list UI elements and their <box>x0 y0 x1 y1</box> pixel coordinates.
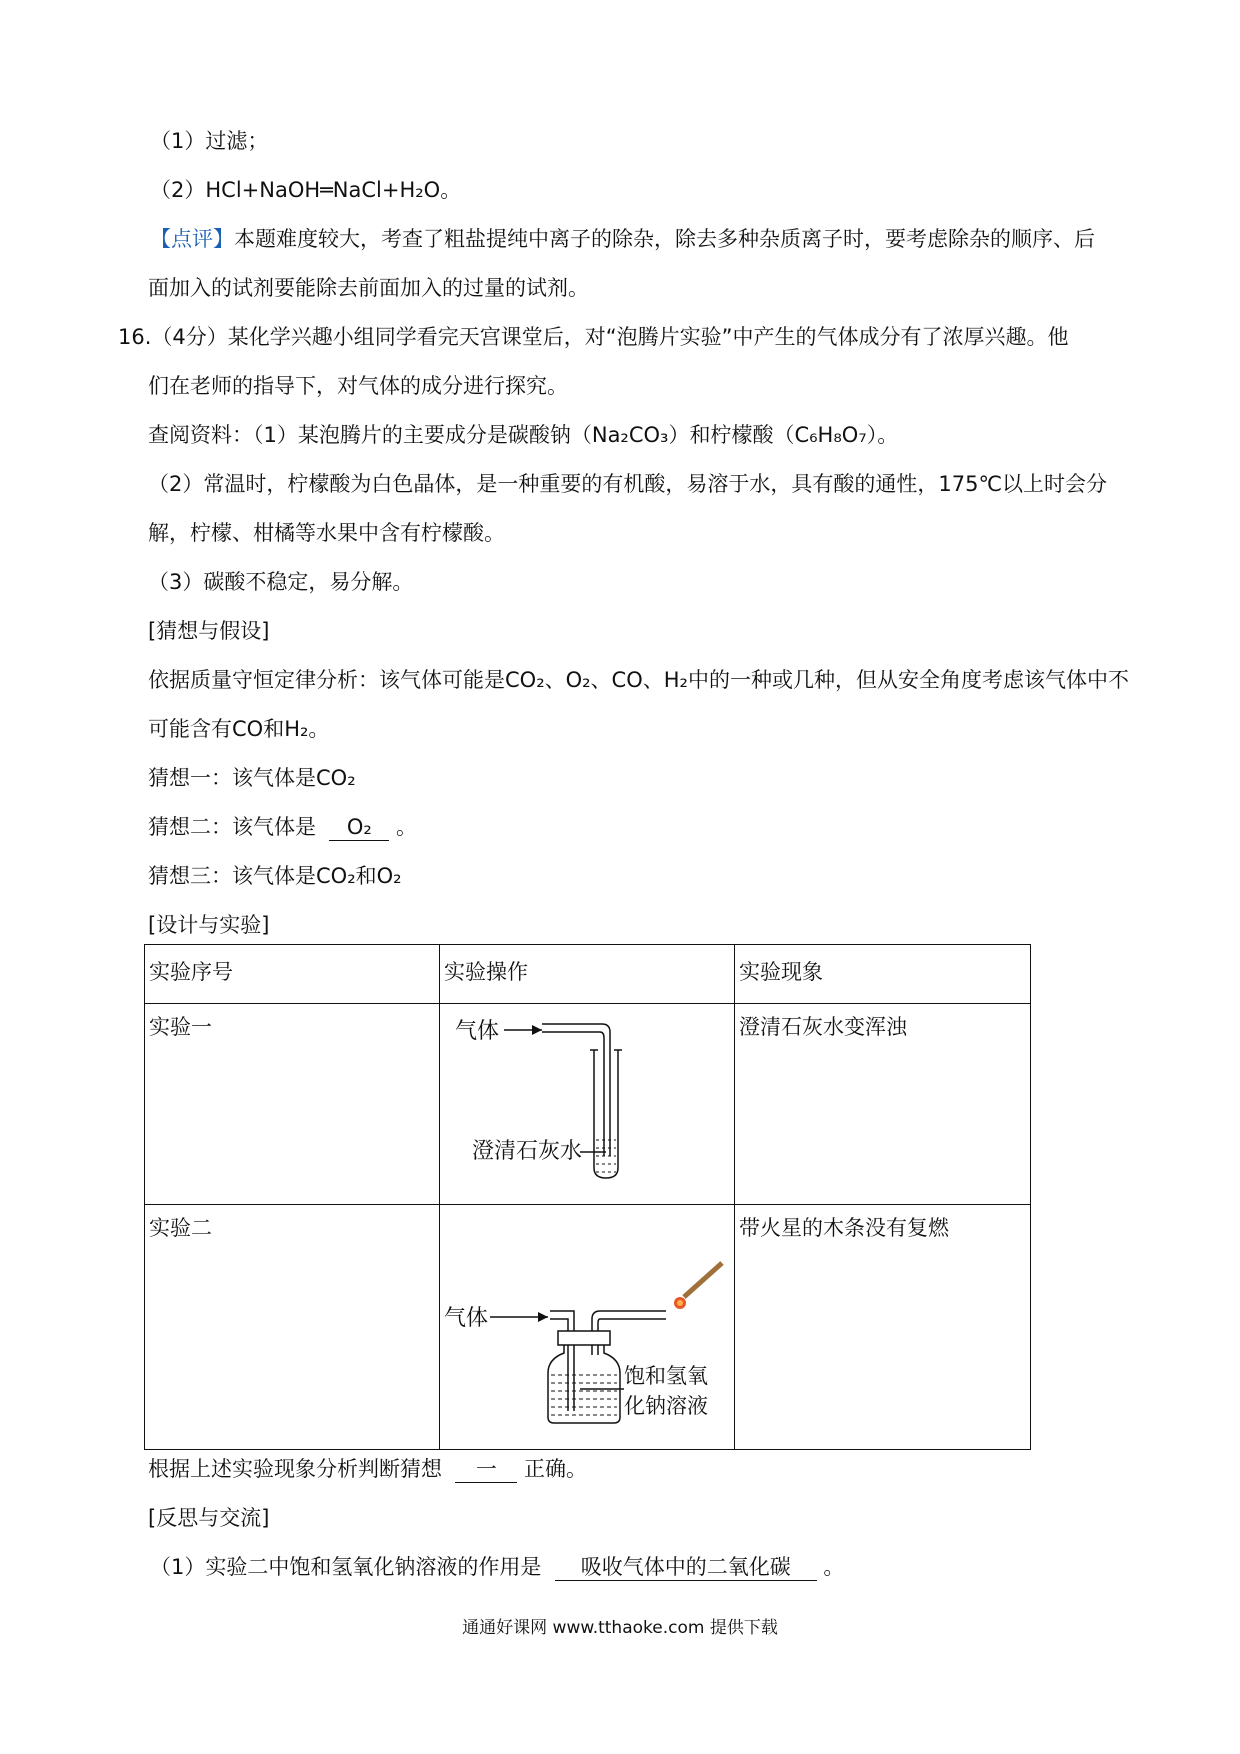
table-row <box>145 1205 1031 1450</box>
experiment-table <box>144 944 1031 1450</box>
gas-label-1: 气体 <box>455 1019 500 1044</box>
guess-1: 猜想一：该气体是CO₂ <box>148 766 356 790</box>
comment-line-1 <box>150 224 1095 254</box>
reflection-1-answer: 吸收气体中的二氧化碳 <box>555 1554 817 1581</box>
gas-wash-bottle-apparatus <box>440 1207 730 1433</box>
conclusion-answer: 一 <box>455 1456 517 1483</box>
question-16-title: 16.（4分）某化学兴趣小组同学看完天宫课堂后，对“泡腾片实验”中产生的气体成分有了浓厚兴趣。他 <box>118 325 1069 349</box>
header-phenomenon: 实验现象 <box>735 945 1031 1004</box>
row1-phenomenon: 澄清石灰水变浑浊 <box>735 1004 1031 1205</box>
comment-tag: 【点评】 <box>150 227 234 251</box>
naoh-label-2: 化钠溶液 <box>624 1394 708 1418</box>
header-operation: 实验操作 <box>440 945 735 1004</box>
reflection-1-end: 。 <box>823 1555 845 1579</box>
hypothesis-analysis-cont: 可能含有CO和H₂。 <box>148 717 330 741</box>
conclusion-label: 根据上述实验现象分析判断猜想 <box>148 1457 442 1481</box>
guess-2 <box>148 812 417 842</box>
answer-1: （1）过滤； <box>150 129 269 153</box>
reflection-1-label: （1）实验二中饱和氢氧化钠溶液的作用是 <box>150 1555 542 1579</box>
row2-phenomenon: 带火星的木条没有复燃 <box>735 1205 1031 1450</box>
test-tube-apparatus <box>442 1006 727 1186</box>
conclusion-end: 正确。 <box>524 1457 588 1481</box>
table-header-row <box>145 945 1031 1004</box>
section-reflection: [反思与交流] <box>148 1506 270 1530</box>
guess-2-end: 。 <box>396 815 418 839</box>
conclusion <box>148 1454 587 1484</box>
row1-figure <box>440 1004 735 1205</box>
guess-2-label: 猜想二：该气体是 <box>148 815 316 839</box>
comment-text: 本题难度较大，考查了粗盐提纯中离子的除杂，除去多种杂质离子时，要考虑除杂的顺序、后 <box>234 227 1095 251</box>
reflection-1 <box>150 1552 844 1582</box>
section-hypothesis: [猜想与假设] <box>148 619 270 643</box>
guess-2-answer: O₂ <box>329 814 389 841</box>
section-design: [设计与实验] <box>148 913 270 937</box>
hypothesis-analysis: 依据质量守恒定律分析：该气体可能是CO₂、O₂、CO、H₂中的一种或几种，但从安全角度考虑该气体中不 <box>148 668 1129 692</box>
row2-figure <box>440 1205 735 1450</box>
answer-2: （2）HCl+NaOH═NaCl+H₂O。 <box>150 178 462 202</box>
question-16-line-2: 们在老师的指导下，对气体的成分进行探究。 <box>148 374 568 398</box>
row2-id: 实验二 <box>145 1205 440 1450</box>
comment-line-2: 面加入的试剂要能除去前面加入的过量的试剂。 <box>148 276 589 300</box>
naoh-label-1: 饱和氢氧 <box>624 1364 708 1388</box>
guess-3: 猜想三：该气体是CO₂和O₂ <box>148 864 402 888</box>
reference-2-cont: 解，柠檬、柑橘等水果中含有柠檬酸。 <box>148 521 505 545</box>
gas-label-2: 气体 <box>444 1306 489 1331</box>
limewater-label: 澄清石灰水 <box>472 1139 583 1164</box>
reference-3: （3）碳酸不稳定，易分解。 <box>148 570 414 594</box>
header-id: 实验序号 <box>145 945 440 1004</box>
table-row <box>145 1004 1031 1205</box>
row1-id: 实验一 <box>145 1004 440 1205</box>
reference-2: （2）常温时，柠檬酸为白色晶体，是一种重要的有机酸，易溶于水，具有酸的通性，175℃以上时会分 <box>148 472 1108 496</box>
footer-watermark: 通通好课网 www.tthaoke.com 提供下载 <box>462 1618 778 1638</box>
reference-1: 查阅资料：（1）某泡腾片的主要成分是碳酸钠（Na₂CO₃）和柠檬酸（C₆H₈O₇）。 <box>148 423 899 447</box>
